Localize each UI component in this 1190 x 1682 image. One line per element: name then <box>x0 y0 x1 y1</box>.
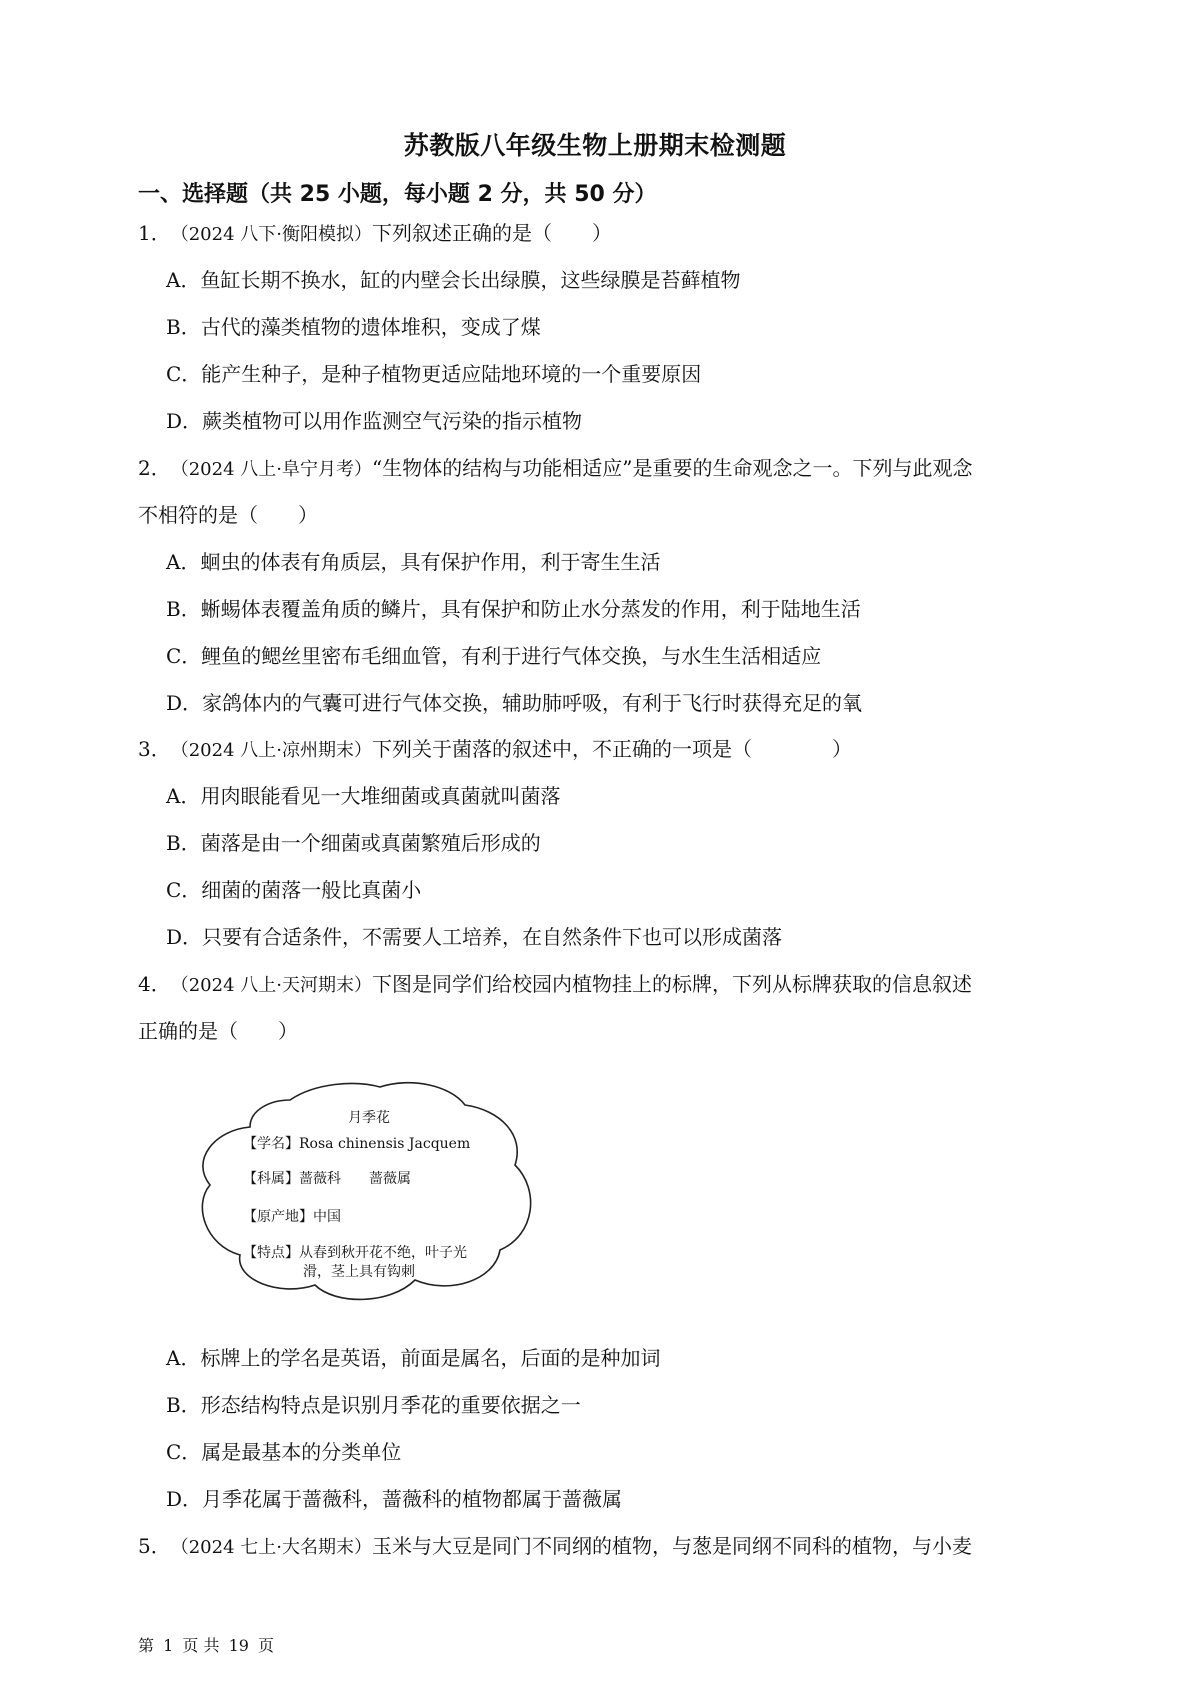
sign-features-cont: 滑，茎上具有钩刺 <box>303 1264 415 1280</box>
plant-sign-figure <box>195 1075 555 1310</box>
sign-family-genus: 【科属】蔷薇科 蔷薇属 <box>243 1171 411 1187</box>
question-3-option-d: D．只要有合适条件，不需要人工培养，在自然条件下也可以形成菌落 <box>166 925 783 949</box>
question-4-option-a: A．标牌上的学名是英语，前面是属名，后面的是种加词 <box>166 1346 661 1370</box>
question-2-stem-cont: 不相符的是（ ） <box>138 503 318 527</box>
sign-origin: 【原产地】中国 <box>243 1209 341 1225</box>
sign-features: 【特点】从春到秋开花不绝，叶子光 <box>243 1245 467 1261</box>
question-4-option-d: D．月季花属于蔷薇科，蔷薇科的植物都属于蔷薇属 <box>166 1487 623 1511</box>
question-3-stem: 3．（2024 八上·凉州期末）下列关于菌落的叙述中，不正确的一项是（ ） <box>138 737 852 761</box>
question-1-option-c: C．能产生种子，是种子植物更适应陆地环境的一个重要原因 <box>166 362 702 386</box>
page-title: 苏教版八年级生物上册期末检测题 <box>403 131 787 160</box>
page-footer: 第 1 页 共 19 页 <box>138 1636 275 1655</box>
question-1-option-a: A．鱼缸长期不换水，缸的内壁会长出绿膜，这些绿膜是苔藓植物 <box>166 268 741 292</box>
sign-scientific-name: 【学名】Rosa chinensis Jacquem <box>243 1136 471 1152</box>
question-2-option-b: B．蜥蜴体表覆盖角质的鳞片，具有保护和防止水分蒸发的作用，利于陆地生活 <box>166 597 861 621</box>
question-2-option-d: D．家鸽体内的气囊可进行气体交换，辅助肺呼吸，有利于飞行时获得充足的氧 <box>166 691 863 715</box>
page-total: 19 <box>228 1636 249 1655</box>
question-2-option-c: C．鲤鱼的鳃丝里密布毛细血管，有利于进行气体交换，与水生生活相适应 <box>166 644 822 668</box>
question-1-option-b: B．古代的藻类植物的遗体堆积，变成了煤 <box>166 315 541 339</box>
question-2-option-a: A．蛔虫的体表有角质层，具有保护作用，利于寄生生活 <box>166 550 661 574</box>
question-4-stem-cont: 正确的是（ ） <box>138 1019 298 1043</box>
question-1-stem: 1．（2024 八下·衡阳模拟）下列叙述正确的是（ ） <box>138 221 612 245</box>
question-4-option-c: C．属是最基本的分类单位 <box>166 1440 402 1464</box>
section-heading: 一、选择题（共 25 小题，每小题 2 分，共 50 分） <box>138 182 657 207</box>
question-4-option-b: B．形态结构特点是识别月季花的重要依据之一 <box>166 1393 581 1417</box>
question-2-stem: 2．（2024 八上·阜宁月考）“生物体的结构与功能相适应”是重要的生命观念之一。下列与此观念 <box>138 456 973 480</box>
question-1-option-d: D．蕨类植物可以用作监测空气污染的指示植物 <box>166 409 583 433</box>
question-3-option-c: C．细菌的菌落一般比真菌小 <box>166 878 422 902</box>
page-number: 1 <box>163 1636 174 1655</box>
question-3-option-a: A．用肉眼能看见一大堆细菌或真菌就叫菌落 <box>166 784 561 808</box>
question-4-stem: 4．（2024 八上·天河期末）下图是同学们给校园内植物挂上的标牌，下列从标牌获取的信息叙述 <box>138 972 972 996</box>
question-5-stem: 5．（2024 七上·大名期末）玉米与大豆是同门不同纲的植物，与葱是同纲不同科的植物，与小麦 <box>138 1534 972 1558</box>
sign-title: 月季花 <box>348 1110 390 1126</box>
question-3-option-b: B．菌落是由一个细菌或真菌繁殖后形成的 <box>166 831 541 855</box>
